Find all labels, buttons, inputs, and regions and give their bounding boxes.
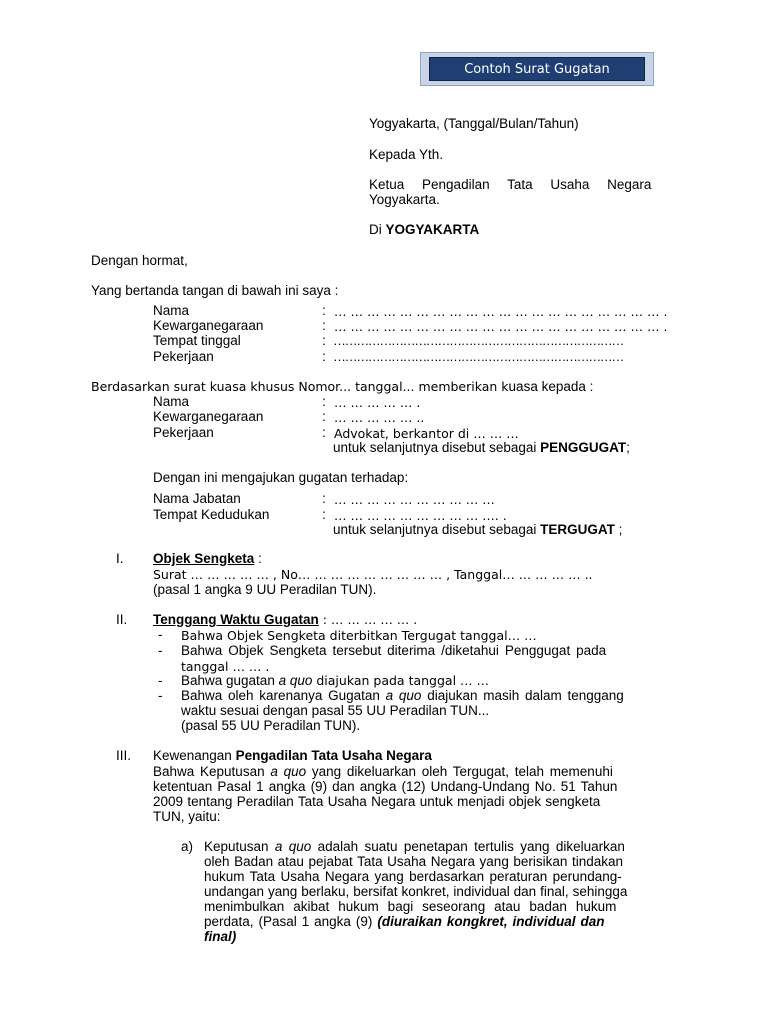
dash: -: [158, 627, 163, 642]
di-city: YOGYAKARTA: [385, 222, 480, 237]
section-1-title: Objek Sengketa: [153, 551, 255, 566]
kedudukan-value: … … … … … … … … … …. .: [334, 508, 507, 523]
recipient-city: [369, 222, 479, 237]
section-2-item-3: [181, 673, 489, 688]
signer-intro: Yang bertanda tangan di bawah ini saya :: [91, 283, 339, 298]
section-2-item-4-line-1: [181, 688, 624, 703]
colon: :: [322, 349, 326, 364]
recipient-line-2: Yogyakarta.: [369, 192, 440, 207]
terhadap-selanjutnya-text: untuk selanjutnya disebut sebagai: [333, 522, 541, 537]
dash: -: [158, 643, 163, 658]
item-a-1b: adalah suatu penetapan tertulis yang dikeluarkan: [311, 839, 625, 854]
salutation-to: Kepada Yth.: [369, 147, 444, 162]
item-a-line-6: [204, 914, 605, 929]
section-3-para-line-3: 2009 tentang Peradilan Tata Usaha Negara untuk menjadi objek sengketa: [153, 794, 601, 809]
item-a-1-italic: a quo: [274, 839, 312, 854]
signer-tempat-value: …………………………………………………………………: [333, 333, 624, 348]
section-2-item-4-line-2: waktu sesuai dengan pasal 55 UU Peradilan TUN...: [181, 703, 490, 718]
section-2-item-2-line-2: tanggal … … .: [181, 659, 270, 674]
title-badge-label: Contoh Surat Gugatan: [429, 57, 645, 81]
section-2-item-1: Bahwa Objek Sengketa diterbitkan Tergugat tanggal… …: [181, 628, 537, 643]
item-a-line-3: hukum Tata Usaha Negara yang berdasarkan peraturan perundang-: [204, 869, 622, 884]
kuasa-warga-value: … … … … … ..: [334, 410, 425, 425]
section-1-colon: :: [254, 551, 262, 566]
section-2-colon: : … … … … … .: [318, 612, 418, 627]
colon: :: [322, 303, 326, 318]
item-a-label: a): [181, 839, 194, 854]
jabatan-value: … … … … … … … … … …: [334, 492, 495, 507]
kuasa-intro: [91, 379, 593, 394]
semicolon: ;: [614, 522, 623, 537]
signer-nama-label: Nama: [153, 303, 190, 318]
colon: :: [322, 333, 326, 348]
signer-nama-value: … … … … … … … … … … … … … … … … … … … … .: [334, 304, 668, 319]
colon: :: [322, 425, 326, 440]
section-3-para-1a: Bahwa Keputusan: [153, 764, 271, 779]
section-3-title-a: Kewenangan: [153, 748, 236, 763]
section-3-number: III.: [116, 748, 132, 763]
colon: :: [322, 394, 326, 409]
section-2-item-2-text: Bahwa Objek Sengketa tersebut diterima /diketahui Penggugat pada: [181, 643, 607, 658]
section-2-heading: [153, 612, 417, 627]
place-date: Yogyakarta, (Tanggal/Bulan/Tahun): [369, 116, 579, 131]
section-2-number: II.: [116, 612, 128, 627]
kuasa-warga-label: Kewarganegaraan: [153, 409, 264, 424]
section-2-item-2-line-1: [181, 643, 678, 658]
kuasa-intro-part-a: Berdasarkan surat kuasa khusus Nomor... tanggal... memberikan k: [91, 379, 509, 394]
section-3-para-line-1: [153, 764, 613, 779]
title-badge: [420, 52, 654, 86]
kedudukan-label: Tempat Kedudukan: [153, 507, 270, 522]
opening: Dengan hormat,: [91, 253, 188, 268]
di-prefix: Di: [369, 222, 386, 237]
section-1-heading: [153, 551, 262, 566]
item-a-1a: Keputusan: [204, 839, 275, 854]
section-1-line-1: Surat … … … … … , No… … … … … … … … … , Tanggal… … … … … ..: [153, 567, 593, 582]
item-a-line-4: undangan yang berlaku, bersifat konkret, individual dan final, sehingga: [204, 884, 628, 899]
kuasa-nama-value: … … … … … .: [334, 395, 421, 410]
section-2-item-3-a: Bahwa gugatan: [181, 673, 279, 688]
item-a-6a: perdata, (Pasal 1 angka (9): [204, 914, 378, 929]
semicolon: ;: [626, 440, 630, 455]
kuasa-kerja-label: Pekerjaan: [153, 425, 214, 440]
item-a-line-7: [204, 929, 236, 944]
section-3-para-line-4: TUN, yaitu:: [153, 809, 221, 824]
colon: :: [322, 409, 326, 424]
item-a-7-emphasis: final): [204, 929, 237, 944]
tergugat-role: TERGUGAT: [540, 522, 615, 537]
recipient-line-1: [369, 177, 670, 192]
colon: :: [322, 491, 326, 506]
signer-warga-label: Kewarganegaraan: [153, 318, 264, 333]
dash: -: [158, 688, 163, 703]
section-3-para-line-2: ketentuan Pasal 1 angka (9) dan angka (12) Undang-Undang No. 51 Tahun: [153, 779, 618, 794]
penggugat-role: PENGGUGAT: [540, 440, 627, 455]
kuasa-selanjutnya: [333, 440, 630, 455]
dash: -: [158, 673, 163, 688]
section-3-heading: [153, 748, 432, 763]
section-1-line-2: (pasal 1 angka 9 UU Peradilan TUN).: [153, 582, 377, 597]
terhadap-selanjutnya: [333, 522, 622, 537]
section-3-title-b: Pengadilan Tata Usaha Negara: [235, 748, 432, 763]
section-2-item-3-b: diajukan pada tanggal … …: [312, 673, 489, 688]
kuasa-kerja-value: Advokat, berkantor di … … …: [334, 426, 519, 441]
section-2-item-4-line-3: (pasal 55 UU Peradilan TUN).: [181, 718, 361, 733]
section-2-title: Tenggang Waktu Gugatan: [153, 612, 319, 627]
jabatan-label: Nama Jabatan: [153, 491, 241, 506]
kuasa-nama-label: Nama: [153, 394, 190, 409]
item-a-line-5: menimbulkan akibat hukum bagi seseorang atau badan hukum: [204, 899, 617, 914]
section-2-item-4-a: Bahwa oleh karenanya Gugatan: [181, 688, 386, 703]
item-a-line-1: [204, 839, 625, 854]
kuasa-intro-part-b: uasa kepada :: [508, 379, 594, 394]
recipient-text: Ketua Pengadilan Tata Usaha Negara: [369, 177, 652, 192]
colon: :: [322, 507, 326, 522]
signer-kerja-label: Pekerjaan: [153, 349, 214, 364]
terhadap-intro: Dengan ini mengajukan gugatan terhadap:: [153, 470, 409, 485]
signer-kerja-value: …………………………………………………………………: [333, 349, 624, 364]
item-a-6-emphasis: (diuraikan kongkret, individual dan: [377, 914, 605, 929]
section-3-para-1b: yang dikeluarkan oleh Tergugat, telah memenuhi: [306, 764, 613, 779]
section-3-para-1-italic: a quo: [270, 764, 307, 779]
section-2-item-4-b: diajukan masih dalam tenggang: [421, 688, 624, 703]
section-1-number: I.: [116, 551, 124, 566]
item-a-line-2: oleh Badan atau pejabat Tata Usaha Negara yang berisikan tindakan: [204, 854, 623, 869]
kuasa-selanjutnya-text: untuk selanjutnya disebut sebagai: [333, 440, 541, 455]
section-2-item-4-italic: a quo: [385, 688, 422, 703]
signer-tempat-label: Tempat tinggal: [153, 333, 241, 348]
section-2-item-3-italic: a quo: [278, 673, 313, 688]
signer-warga-value: … … … … … … … … … … … … … … … … … … … … .: [334, 319, 668, 334]
colon: :: [322, 318, 326, 333]
